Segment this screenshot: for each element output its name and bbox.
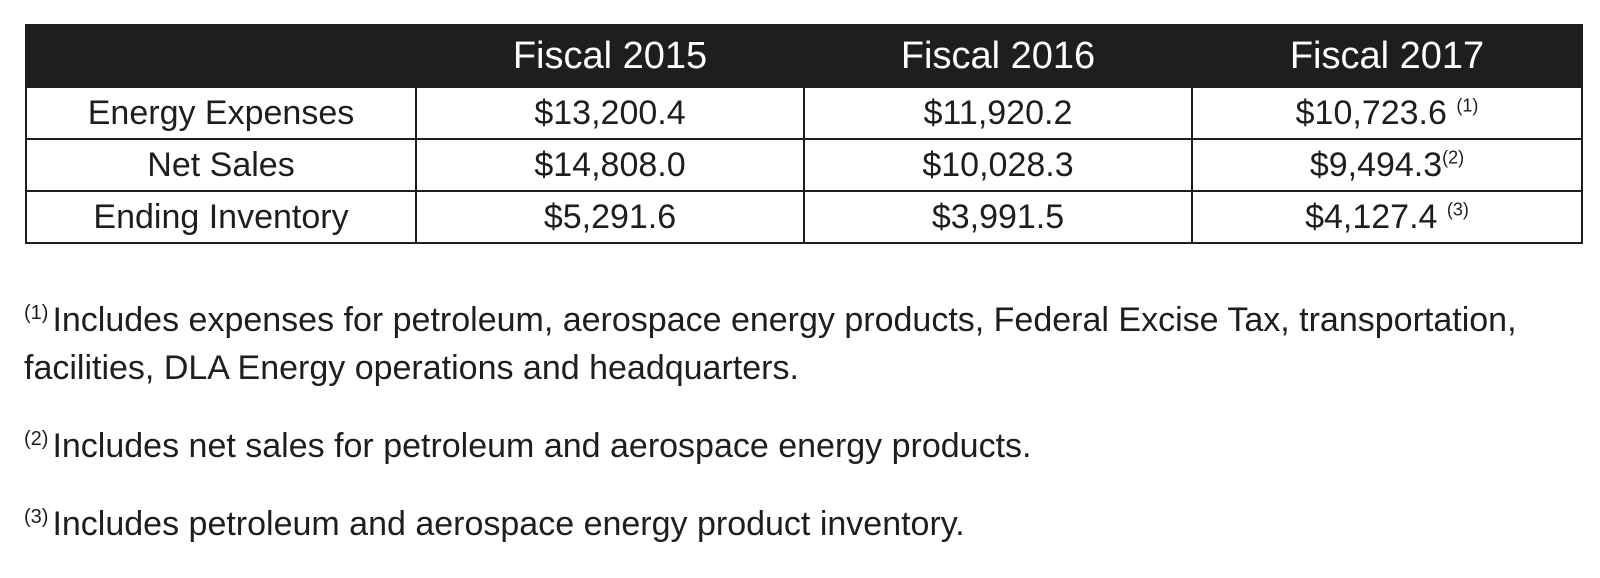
table-row [26,139,1582,191]
footnote-text: Includes petroleum and aerospace energy product inventory. [52,505,965,543]
cell-value: $9,494.3 [1309,145,1443,184]
header-cell-fiscal-2016: Fiscal 2016 [804,25,1192,87]
footnote-marker: (1) [24,301,49,324]
cell-net-sales-2015: $14,808.0 [416,139,804,191]
footnote-text: Includes net sales for petroleum and aerospace energy products. [52,427,1032,465]
header-cell-fiscal-2017: Fiscal 2017 [1192,25,1582,87]
table-header-row [26,25,1582,87]
footnote-marker: (3) [24,505,49,528]
footnote-text: Includes expenses for petroleum, aerospace energy products, Federal Excise Tax, transportation, facilities, DLA Energy operations and headquarters. [24,301,1517,387]
footnote-reference: (2) [1442,147,1465,168]
financial-table-container [25,24,1581,244]
cell-energy-expenses-2015: $13,200.4 [416,87,804,139]
table-row [26,87,1582,139]
footnote-2 [24,422,1564,470]
row-label-ending-inventory: Ending Inventory [26,191,416,243]
cell-ending-inventory-2016: $3,991.5 [804,191,1192,243]
cell-ending-inventory-2017 [1192,191,1582,243]
cell-value: $4,127.4 [1305,197,1438,236]
row-label-net-sales: Net Sales [26,139,416,191]
cell-value: $10,723.6 [1295,93,1447,132]
row-label-energy-expenses: Energy Expenses [26,87,416,139]
footnote-reference: (3) [1446,199,1469,220]
cell-energy-expenses-2017 [1192,87,1582,139]
header-cell-empty [26,25,416,87]
footnote-marker: (2) [24,427,49,450]
cell-net-sales-2017 [1192,139,1582,191]
footnote-1 [24,296,1564,392]
cell-energy-expenses-2016: $11,920.2 [804,87,1192,139]
table-row [26,191,1582,243]
cell-ending-inventory-2015: $5,291.6 [416,191,804,243]
header-cell-fiscal-2015: Fiscal 2015 [416,25,804,87]
footnote-reference: (1) [1456,95,1479,116]
financial-summary-table [25,24,1583,244]
cell-net-sales-2016: $10,028.3 [804,139,1192,191]
footnotes-section [24,296,1564,578]
footnote-3 [24,500,1564,548]
